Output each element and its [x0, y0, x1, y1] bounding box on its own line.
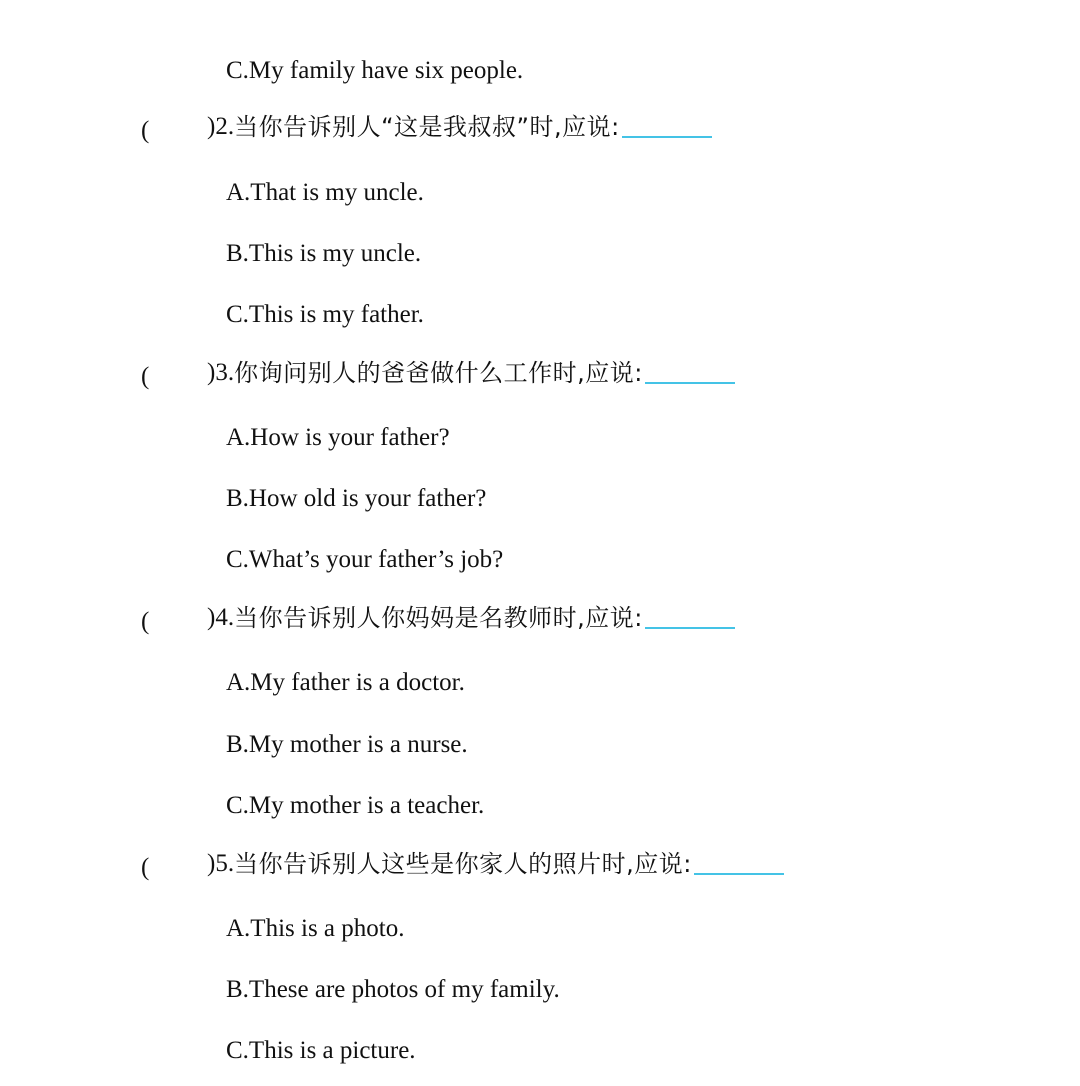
option-b: B.My mother is a nurse. — [226, 731, 468, 758]
question-text — [207, 360, 735, 385]
question-prompt: 当你告诉别人这些是你家人的照片时,应说: — [234, 850, 692, 878]
question-number: )4. — [207, 604, 235, 631]
option-c: C.What’s your father’s job? — [226, 546, 504, 573]
answer-blank[interactable] — [645, 626, 735, 629]
option-a: A.This is a photo. — [226, 915, 405, 942]
option-a: A.My father is a doctor. — [226, 669, 465, 696]
question-5 — [0, 851, 1080, 891]
question-prompt: 当你告诉别人你妈妈是名教师时,应说: — [234, 604, 643, 632]
question-prompt: 你询问别人的爸爸做什么工作时,应说: — [234, 359, 643, 387]
option-a: A.That is my uncle. — [226, 179, 424, 206]
option-c-prev: C.My family have six people. — [226, 57, 524, 84]
question-text — [207, 851, 784, 876]
answer-blank[interactable] — [622, 135, 712, 138]
question-text — [207, 605, 735, 630]
answer-paren: ( — [141, 117, 150, 144]
answer-paren: ( — [141, 363, 150, 390]
option-c: C.This is a picture. — [226, 1037, 416, 1064]
option-c: C.This is my father. — [226, 301, 424, 328]
question-2 — [0, 114, 1080, 154]
option-b: B.How old is your father? — [226, 485, 487, 512]
question-4 — [0, 605, 1080, 645]
answer-paren: ( — [141, 854, 150, 881]
option-b: B.These are photos of my family. — [226, 976, 560, 1003]
option-c: C.My mother is a teacher. — [226, 792, 485, 819]
question-3 — [0, 360, 1080, 400]
option-b: B.This is my uncle. — [226, 240, 422, 267]
question-number: )3. — [207, 359, 235, 386]
answer-blank[interactable] — [694, 872, 784, 875]
answer-paren: ( — [141, 608, 150, 635]
answer-blank[interactable] — [645, 381, 735, 384]
question-number: )2. — [207, 113, 235, 140]
option-a: A.How is your father? — [226, 424, 450, 451]
question-prompt: 当你告诉别人“这是我叔叔”时,应说: — [234, 113, 620, 141]
question-number: )5. — [207, 850, 235, 877]
question-text — [207, 114, 712, 139]
